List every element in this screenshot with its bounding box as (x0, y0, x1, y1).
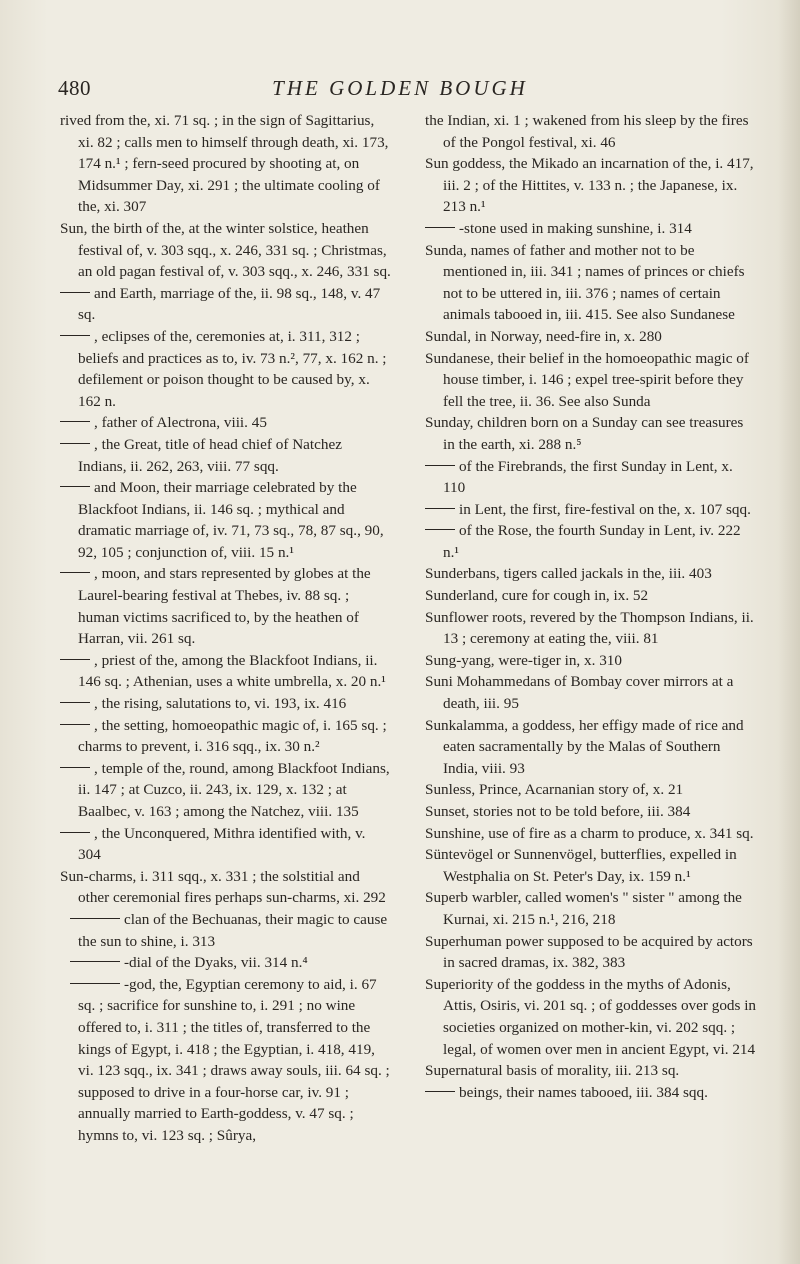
ditto-dash (425, 227, 455, 228)
index-entry (60, 866, 392, 909)
index-entry-text: Superiority of the goddess in the myths of Adonis, Attis, Osiris, vi. 201 sq. ; of goddesses over gods in societies organized on mother-kin, vi. 202 sqq. ; legal, of women over men in ancient Egypt, vi. 214 (425, 975, 757, 1058)
index-entry (425, 412, 757, 455)
index-entry (60, 758, 392, 823)
index-entry-text: , the setting, homoeopathic magic of, i. 165 sq. ; charms to prevent, i. 316 sqq., ix. 30 n.² (78, 716, 387, 756)
page-header (0, 76, 800, 106)
index-entry (425, 607, 757, 650)
index-entry (60, 952, 392, 974)
page-binding-shadow (778, 0, 800, 1264)
index-entry-text: , eclipses of the, ceremonies at, i. 311, 312 ; beliefs and practices as to, iv. 73 n.², 77, x. 162 n. ; defilement or poison thought to be caused by, x. 162 n. (78, 327, 387, 410)
index-entry (60, 823, 392, 866)
index-entry (425, 218, 757, 240)
index-entry-text: , moon, and stars represented by globes at the Laurel-bearing festival at Thebes, iv. 88 sq. ; human victims sacrificed to, by the heathen of Harran, vii. 261 sq. (78, 565, 371, 648)
ditto-dash (60, 832, 90, 833)
index-entry (425, 974, 757, 1060)
index-entry (425, 110, 757, 153)
index-entry (60, 563, 392, 649)
ditto-dash (425, 465, 455, 466)
index-entry (425, 520, 757, 563)
ditto-dash (60, 572, 90, 573)
index-entry (425, 326, 757, 348)
index-entry (425, 456, 757, 499)
index-entry (425, 887, 757, 930)
index-entry (425, 715, 757, 780)
index-entry-text: Sunderland, cure for cough in, ix. 52 (425, 587, 649, 605)
ditto-dash (70, 918, 120, 919)
ditto-dash (60, 659, 90, 660)
index-entry-text: Sun-charms, i. 311 sqq., x. 331 ; the solstitial and other ceremonial fires perhaps sun-charms, xi. 292 (60, 867, 386, 907)
index-entry-text: , the Great, title of head chief of Natchez Indians, ii. 262, 263, viii. 77 sqq. (78, 435, 342, 475)
index-entry (60, 434, 392, 477)
index-entry-text: Superb warbler, called women's " sister " among the Kurnai, xi. 215 n.¹, 216, 218 (425, 889, 742, 928)
ditto-dash (60, 767, 90, 768)
index-entry-text: beings, their names tabooed, iii. 384 sqq. (459, 1083, 708, 1101)
index-entry-text: Sunless, Prince, Acarnanian story of, x. 21 (425, 781, 684, 799)
index-entry-text: Sunkalamma, a goddess, her effigy made of rice and eaten sacramentally by the Malas of Southern India, viii. 93 (425, 716, 744, 777)
index-entry (425, 844, 757, 887)
index-entry (425, 823, 757, 845)
index-entry (425, 1060, 757, 1082)
index-entry (60, 283, 392, 326)
index-entry-text: , the rising, salutations to, vi. 193, ix. 416 (94, 695, 347, 713)
ditto-dash (60, 292, 90, 293)
index-entry (425, 671, 757, 714)
index-entry-text: the Indian, xi. 1 ; wakened from his sleep by the fires of the Pongol festival, xi. 46 (425, 112, 749, 151)
index-entry (60, 693, 392, 715)
index-entry-text: , father of Alectrona, viii. 45 (94, 414, 267, 432)
index-entry (425, 499, 757, 521)
index-entry (60, 974, 392, 1147)
index-entry-text: , temple of the, round, among Blackfoot Indians, ii. 147 ; at Cuzco, ii. 243, ix. 129, x. 132 ; at Baalbec, v. 163 ; among the Natchez, viii. 135 (78, 759, 390, 820)
index-entry-text: Sunday, children born on a Sunday can see treasures in the earth, xi. 288 n.⁵ (425, 414, 744, 453)
index-entry-text: Supernatural basis of morality, iii. 213 sq. (425, 1062, 680, 1080)
index-entry-text: Sung-yang, were-tiger in, x. 310 (425, 651, 622, 669)
index-entry-text: of the Rose, the fourth Sunday in Lent, iv. 222 n.¹ (443, 522, 741, 561)
index-entry-text: Superhuman power supposed to be acquired by actors in sacred dramas, ix. 382, 383 (425, 932, 753, 972)
index-entry-text: Sunderbans, tigers called jackals in the, iii. 403 (425, 565, 712, 583)
index-entry (425, 650, 757, 672)
index-entry-text: , priest of the, among the Blackfoot Indians, ii. 146 sq. ; Athenian, uses a white umbrella, x. 20 n.¹ (78, 651, 386, 691)
index-entry-text: and Moon, their marriage celebrated by the Blackfoot Indians, ii. 146 sq. ; mythical and dramatic marriage of, iv. 71, 73 sq., 78, 87 sq., 90, 92, 105 ; conjunction of, viii. 15 n.¹ (78, 479, 384, 561)
index-entry (60, 650, 392, 693)
index-entry (425, 931, 757, 974)
index-entry-text: in Lent, the first, fire-festival on the, x. 107 sqq. (459, 500, 751, 518)
index-entry (425, 779, 757, 801)
index-entry-text: of the Firebrands, the first Sunday in Lent, x. 110 (443, 457, 733, 497)
index-column-left (60, 110, 392, 1147)
ditto-dash (60, 486, 90, 487)
index-entry-text: Sundanese, their belief in the homoeopathic magic of house timber, i. 146 ; expel tree-spirit before they fell the tree, ii. 36. See also Sunda (425, 349, 749, 410)
index-entry (425, 240, 757, 326)
index-entry (425, 585, 757, 607)
ditto-dash (60, 702, 90, 703)
index-entry (60, 412, 392, 434)
ditto-dash (60, 421, 90, 422)
index-entry-text: Sun, the birth of the, at the winter solstice, heathen festival of, v. 303 sqq., x. 246, 331 sq. ; Christmas, an old pagan festival of, v. 303 sqq., x. 246, 331 sq. (60, 219, 391, 281)
index-entry (60, 909, 392, 952)
index-entry-text: rived from the, xi. 71 sq. ; in the sign of Sagittarius, xi. 82 ; calls men to himself through death, xi. 173, 174 n.¹ ; fern-seed procured by shooting at, on Midsummer Day, xi. 291 ; the ultimate cooling of the, xi. 307 (60, 112, 389, 216)
ditto-dash (425, 508, 455, 509)
ditto-dash (60, 724, 90, 725)
index-entry-text: clan of the Bechuanas, their magic to cause the sun to shine, i. 313 (78, 910, 388, 950)
index-entry (425, 153, 757, 218)
index-entry-text: Sunshine, use of fire as a charm to produce, x. 341 sq. (425, 824, 754, 842)
ditto-dash (60, 335, 90, 336)
index-entry (60, 477, 392, 563)
index-entry (60, 218, 392, 283)
index-entry-text: Sunset, stories not to be told before, iii. 384 (425, 803, 691, 820)
ditto-dash (425, 529, 455, 530)
running-title: THE GOLDEN BOUGH (272, 76, 528, 100)
index-entry (425, 801, 757, 823)
index-entry-text: -god, the, Egyptian ceremony to aid, i. 67 sq. ; sacrifice for sunshine to, i. 291 ; no wine offered to, i. 311 ; the titles of, transferred to the kings of Egypt, i. 418 ; the Egyptian, i. 418, 419, vi. 123 sqq., ix. 341 ; draws away souls, iii. 64 sq. ; supposed to drive in a four-horse car, iv. 91 ; annually married to Earth-goddess, v. 47 sq. ; hymns to, vi. 123 sq. ; Sûrya, (78, 975, 390, 1144)
index-entry (425, 348, 757, 413)
ditto-dash (60, 443, 90, 444)
index-entry-text: Sunflower roots, revered by the Thompson Indians, ii. 13 ; ceremony at eating the, viii. 81 (425, 608, 754, 648)
index-entry-text: Sun goddess, the Mikado an incarnation of the, i. 417, iii. 2 ; of the Hittites, v. 133 n. ; the Japanese, ix. 213 n.¹ (425, 155, 754, 216)
ditto-dash (70, 983, 120, 984)
ditto-dash (425, 1091, 455, 1092)
index-entry-text: Sundal, in Norway, need-fire in, x. 280 (425, 327, 662, 345)
index-entry-text: , the Unconquered, Mithra identified with, v. 304 (78, 824, 366, 864)
page-number: 480 (58, 76, 91, 100)
index-entry (60, 715, 392, 758)
index-entry (60, 110, 392, 218)
index-entry-text: and Earth, marriage of the, ii. 98 sq., 148, v. 47 sq. (78, 284, 381, 324)
index-column-right (425, 110, 757, 1103)
ditto-dash (70, 961, 120, 962)
index-entry (60, 326, 392, 412)
index-entry-text: Suni Mohammedans of Bombay cover mirrors at a death, iii. 95 (425, 673, 734, 713)
index-entry-text: -dial of the Dyaks, vii. 314 n.⁴ (124, 954, 308, 972)
index-entry-text: Süntevögel or Sunnenvögel, butterflies, expelled in Westphalia on St. Peter's Day, ix. 159 n.¹ (425, 846, 737, 885)
index-entry (425, 563, 757, 585)
index-entry (425, 1082, 757, 1104)
index-entry-text: Sunda, names of father and mother not to be mentioned in, iii. 341 ; names of princes or chiefs not to be uttered in, iii. 376 ; names of certain animals tabooed in, iii. 415. See also Sundanese (425, 241, 745, 324)
index-entry-text: -stone used in making sunshine, i. 314 (459, 219, 692, 237)
